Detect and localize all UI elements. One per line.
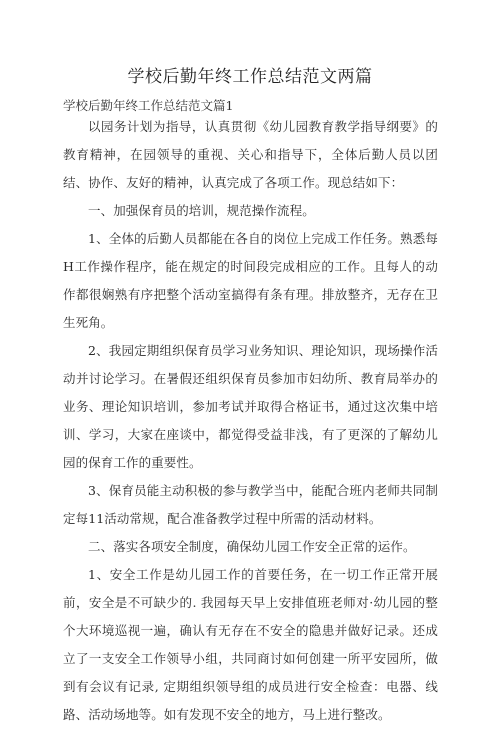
document-subtitle: 学校后勤年终工作总结范文篇1 bbox=[63, 98, 234, 113]
section-1-item-3: 3、保育员能主动积极的参与教学当中，能配合班内老师共同制定每11活动常规，配合准备教学过程中所需的活动材料。 bbox=[63, 483, 438, 526]
intro-paragraph: 以园务计划为指导，认真贯彻《幼儿园教育教学指导纲要》的教育精神，在园领导的重视、关心和指导下，全体后勤人员以团结、协作、友好的精神，认真完成了各项工作。现总结如下： bbox=[63, 119, 438, 190]
section-1-item-1: 1、全体的后勤人员都能在各自的岗位上完成工作任务。熟悉每H工作操作程序，能在规定的时间段完成相应的工作。且每人的动作都很娴熟有序把整个活动室搞得有条有理。排放整齐，无存在卫生死角。 bbox=[63, 231, 438, 330]
document-title: 学校后勤年终工作总结范文两篇 bbox=[127, 67, 373, 87]
section-1-item-2: 2、我园定期组织保育员学习业务知识、理论知识，现场操作活动并讨论学习。在暑假还组织保育员参加市妇幼所、教育局举办的业务、理论知识培训，参加考试并取得合格证书，通过这次集中培训、学习，大家在座谈中，都觉得受益非浅，有了更深的了解幼儿园的保育工作的重要性。 bbox=[63, 343, 438, 470]
section-2-item-1: 1、安全工作是幼儿园工作的首要任务，在一切工作正常开展前，安全是不可缺少的. 我园每天早上安排值班老师对·幼儿园的整个大环境巡视一遍，确认有无存在不安全的隐患并做好记录。还成立了一支安全工作领导小组，共同商讨如何创建一所平安园所，做到有会议有记录, 定期组织领导组的成员进行安全检查：电器、线路、活动场地等。如有发现不安全的地方，马上进行整改。 bbox=[63, 567, 438, 722]
section-heading-2: 二、落实各项安全制度，确保幼儿园工作安全正常的运作。 bbox=[88, 539, 416, 554]
document-body bbox=[63, 113, 438, 729]
section-heading-1: 一、加强保育员的培训，规范操作流程。 bbox=[88, 203, 315, 218]
